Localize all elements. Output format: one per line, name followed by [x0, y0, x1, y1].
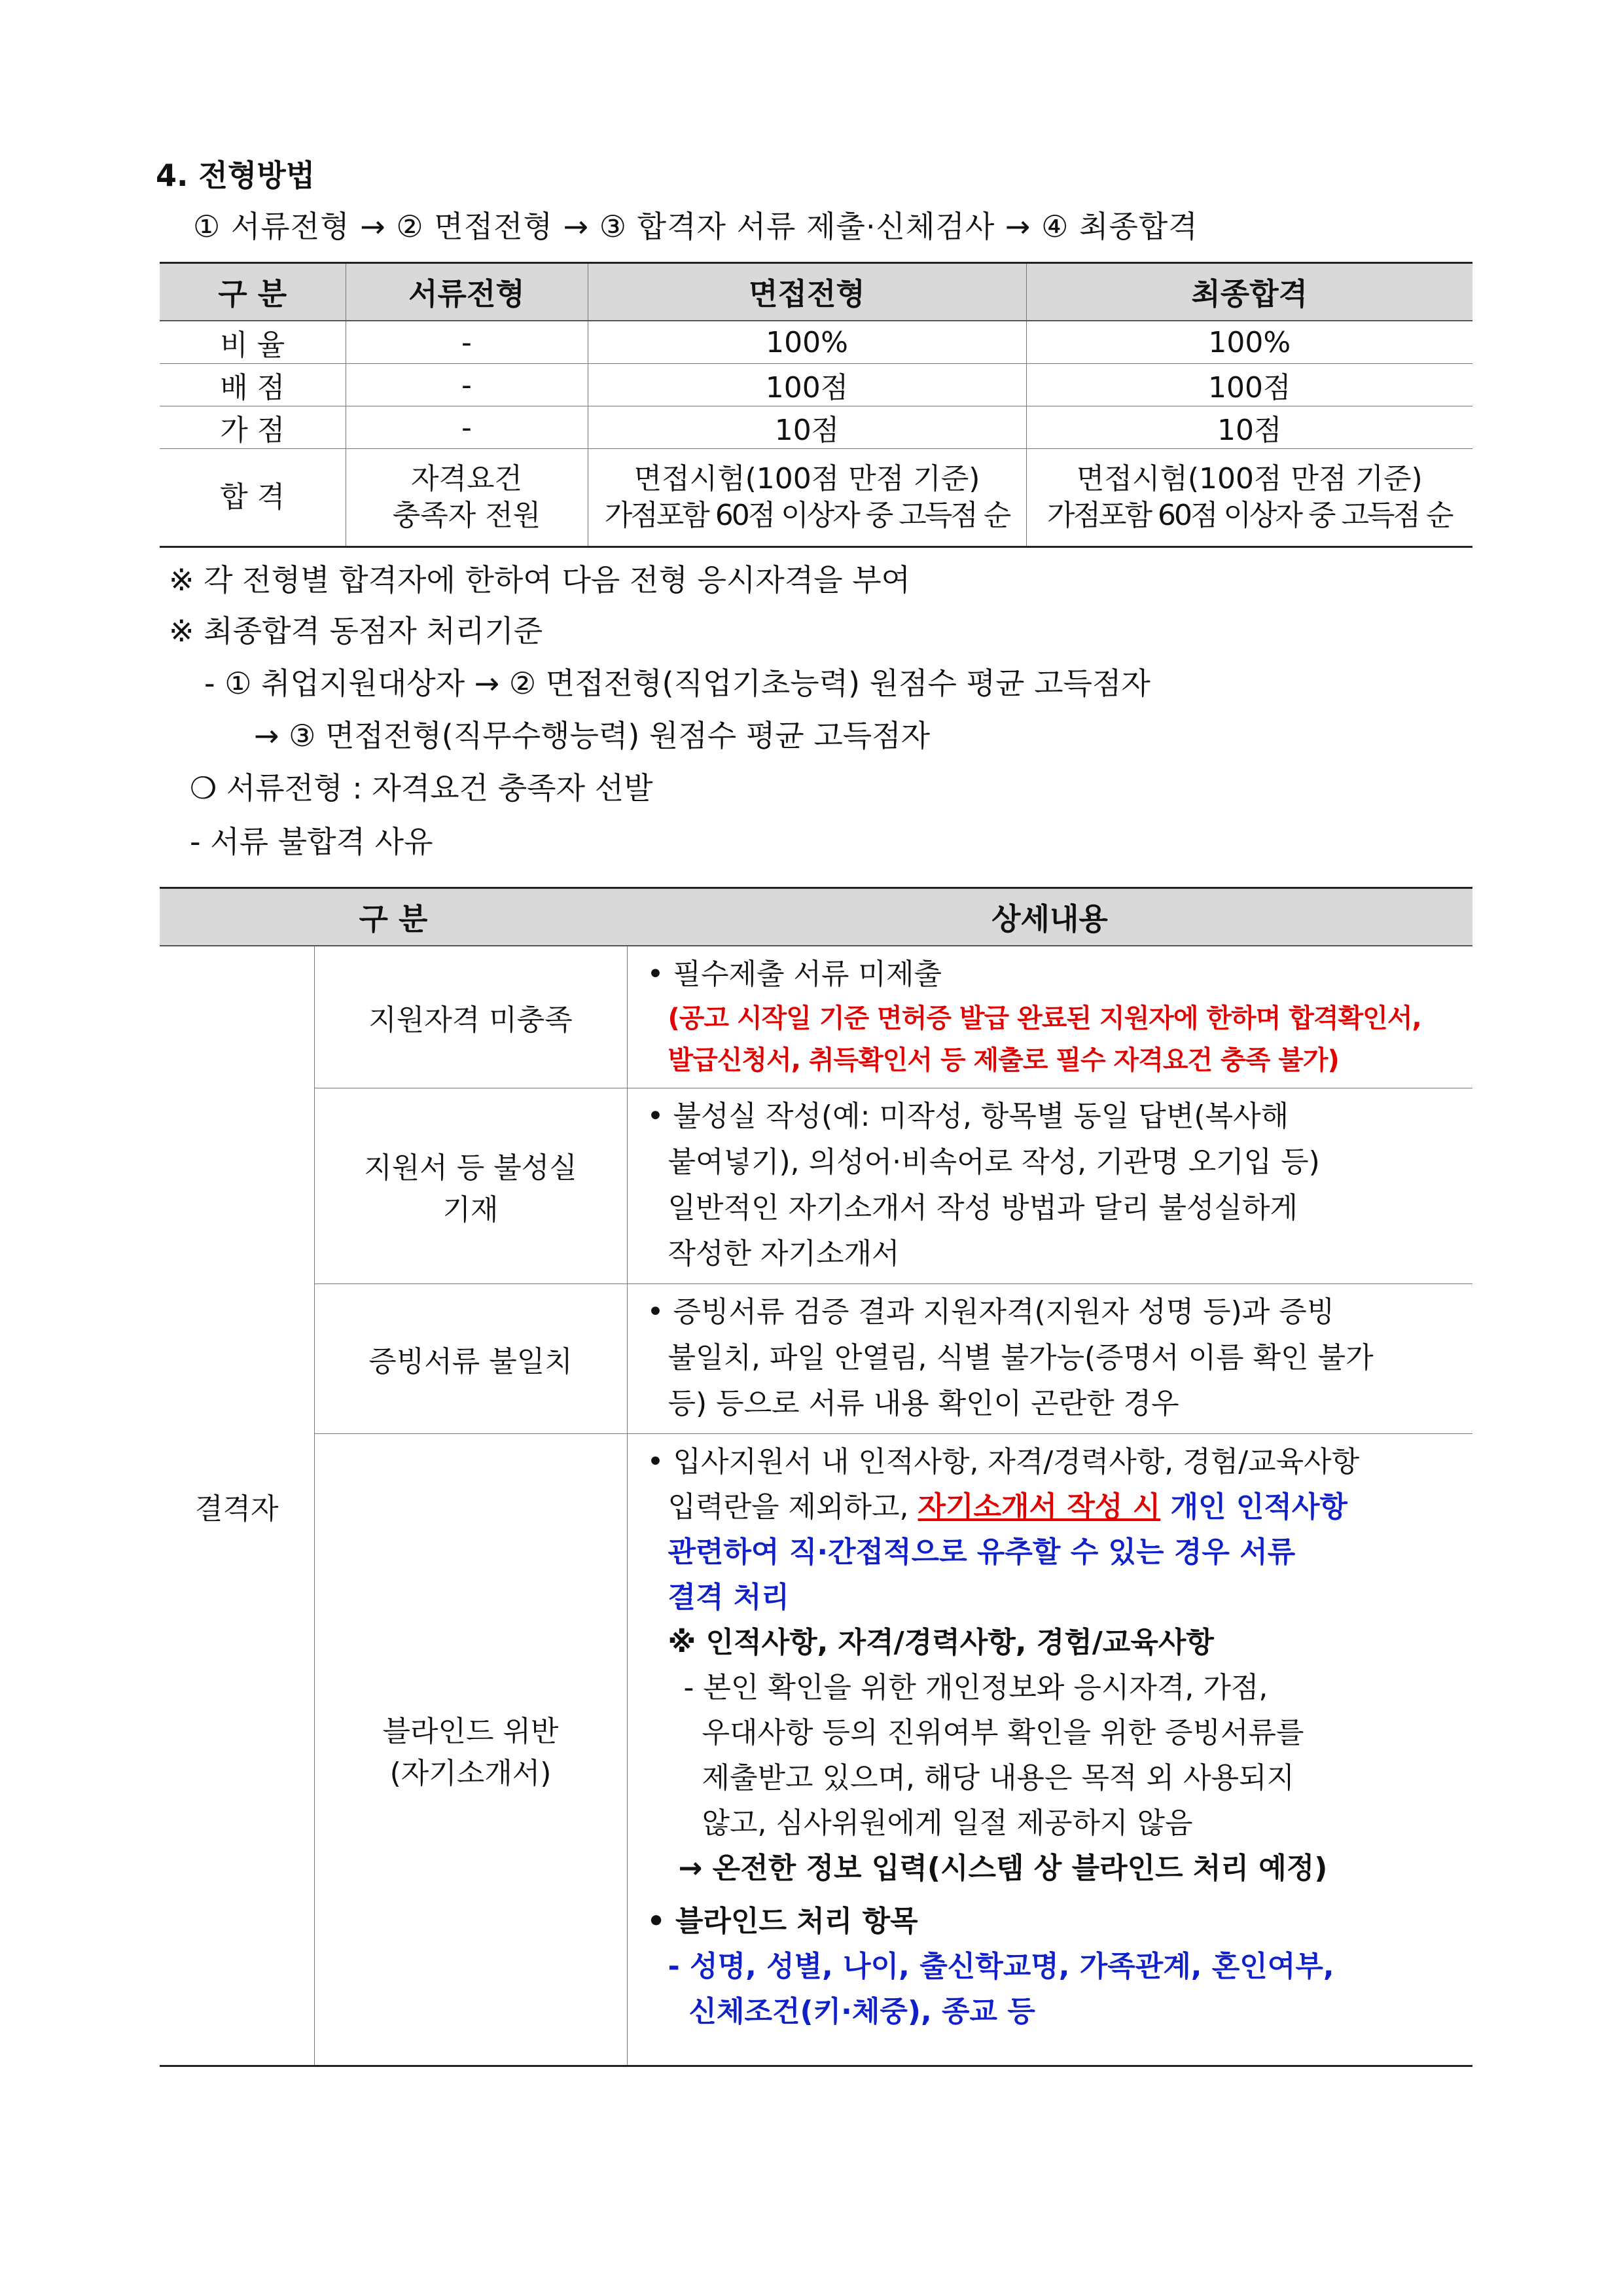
cell-document: - [346, 321, 588, 364]
table-header-row [160, 263, 1472, 321]
sub-category [314, 1088, 627, 1284]
detail-cell [627, 1088, 1472, 1284]
detail-line: • 증빙서류 검증 결과 지원자격(지원자 성명 등)과 증빙 [647, 1295, 1335, 1329]
detail-line: • 필수제출 서류 미제출 [647, 958, 942, 991]
cell-line: 가점포함 60점 이상자 중 고득점 순 [1047, 499, 1452, 532]
table-header-row [160, 888, 1472, 946]
cell-final: 10점 [1026, 406, 1472, 449]
detail-line [647, 1484, 1454, 1530]
table-row [160, 1088, 1472, 1284]
cell-line: 충족자 전원 [392, 499, 541, 532]
header-interview: 면접전형 [588, 263, 1026, 321]
table-row [160, 1434, 1472, 2066]
detail-cell [627, 1284, 1472, 1434]
table-row [160, 406, 1472, 449]
cell-final: 100점 [1026, 364, 1472, 406]
detail-line: 일반적인 자기소개서 작성 방법과 달리 불성실하게 [668, 1191, 1298, 1225]
detail-line: → 온전한 정보 입력(시스템 상 블라인드 처리 예정) [678, 1852, 1328, 1885]
detail-line: 우대사항 등의 진위여부 확인을 위한 증빙서류를 [702, 1716, 1304, 1749]
detail-line: 결격 처리 [668, 1581, 789, 1614]
detail-line: 관련하여 직·간접적으로 유추할 수 있는 경우 서류 [668, 1535, 1296, 1569]
header-document: 서류전형 [346, 263, 588, 321]
header-category: 구 분 [160, 888, 627, 946]
cell-final: 100% [1026, 321, 1472, 364]
note-line: - ① 취업지원대상자 → ② 면접전형(직업기초능력) 원점수 평균 고득점자 [204, 666, 1150, 701]
highlight-text: 자기소개서 작성 시 [918, 1490, 1161, 1524]
detail-line: 등) 등으로 서류 내용 확인이 곤란한 경우 [668, 1387, 1179, 1420]
sub-line: 지원서 등 불성실 [364, 1151, 577, 1185]
cell-document: - [346, 364, 588, 406]
table-row [160, 321, 1472, 364]
header-category: 구 분 [160, 263, 346, 321]
detail-line: 작성한 자기소개서 [668, 1237, 900, 1270]
detail-line: (공고 시작일 기준 면허증 발급 완료된 지원자에 한하며 합격확인서, [668, 1003, 1421, 1033]
sub-line: 블라인드 위반 [382, 1715, 559, 1748]
note-line: - 서류 불합격 사유 [190, 824, 433, 859]
selection-ratio-table [160, 262, 1472, 548]
detail-cell [627, 1434, 1472, 2066]
row-label: 배 점 [160, 364, 346, 406]
cell-line: 가점포함 60점 이상자 중 고득점 순 [604, 499, 1010, 532]
note-line: ❍ 서류전형 : 자격요건 충족자 선발 [190, 770, 653, 806]
detail-line: 신체조건(키·체중), 종교 등 [688, 1995, 1035, 2028]
cell-document: - [346, 406, 588, 449]
detail-line: 발급신청서, 취득확인서 등 제출로 필수 자격요건 충족 불가) [668, 1045, 1339, 1075]
sub-category: 지원자격 미충족 [314, 946, 627, 1088]
section-title: 4. 전형방법 [156, 158, 315, 193]
cell-line: 면접시험(100점 만점 기준) [633, 462, 980, 495]
note-line: → ③ 면접전형(직무수행능력) 원점수 평균 고득점자 [254, 718, 931, 753]
row-label: 가 점 [160, 406, 346, 449]
cell-line: 자격요건 [410, 462, 522, 495]
detail-line: - 본인 확인을 위한 개인정보와 응시자격, 가점, [683, 1671, 1268, 1704]
header-detail: 상세내용 [627, 888, 1472, 946]
sub-category: 증빙서류 불일치 [314, 1284, 627, 1434]
selection-steps: ① 서류전형 → ② 면접전형 → ③ 합격자 서류 제출·신체검사 → ④ 최종합격 [193, 209, 1198, 244]
disqualification-table [160, 887, 1472, 2067]
detail-text: 입력란을 제외하고, [668, 1490, 918, 1524]
table-row [160, 946, 1472, 1088]
cell-interview: 100점 [588, 364, 1026, 406]
row-label: 비 율 [160, 321, 346, 364]
cell-line: 면접시험(100점 만점 기준) [1076, 462, 1423, 495]
sub-line: 기재 [442, 1193, 499, 1227]
row-label: 합 격 [160, 449, 346, 547]
detail-line: • 불성실 작성(예: 미작성, 항목별 동일 답변(복사해 [647, 1100, 1289, 1133]
cell-interview [588, 449, 1026, 547]
header-final: 최종합격 [1026, 263, 1472, 321]
detail-line: ※ 인적사항, 자격/경력사항, 경험/교육사항 [668, 1626, 1214, 1659]
detail-line: • 블라인드 처리 항목 [647, 1905, 918, 1938]
note-line: ※ 각 전형별 합격자에 한하여 다음 전형 응시자격을 부여 [169, 562, 911, 598]
cell-interview: 100% [588, 321, 1026, 364]
sub-category [314, 1434, 627, 2066]
detail-line: - 성명, 성별, 나이, 출신학교명, 가족관계, 혼인여부, [668, 1950, 1334, 1983]
cell-final [1026, 449, 1472, 547]
group-label: 결격자 [160, 946, 314, 2066]
note-line: ※ 최종합격 동점자 처리기준 [169, 613, 543, 649]
table-row [160, 364, 1472, 406]
cell-document [346, 449, 588, 547]
detail-line: 않고, 심사위원에게 일절 제공하지 않음 [702, 1806, 1193, 1840]
highlight-text: 개인 인적사항 [1160, 1490, 1347, 1524]
sub-line: (자기소개서) [389, 1757, 552, 1790]
detail-line: 불일치, 파일 안열림, 식별 불가능(증명서 이름 확인 불가 [668, 1341, 1374, 1374]
detail-line: 붙여넣기), 의성어·비속어로 작성, 기관명 오기입 등) [668, 1145, 1320, 1179]
detail-line: 제출받고 있으며, 해당 내용은 목적 외 사용되지 [702, 1761, 1294, 1795]
table-row-pass [160, 449, 1472, 547]
detail-line: • 입사지원서 내 인적사항, 자격/경력사항, 경험/교육사항 [647, 1445, 1360, 1479]
table-row [160, 1284, 1472, 1434]
detail-cell [627, 946, 1472, 1088]
cell-interview: 10점 [588, 406, 1026, 449]
